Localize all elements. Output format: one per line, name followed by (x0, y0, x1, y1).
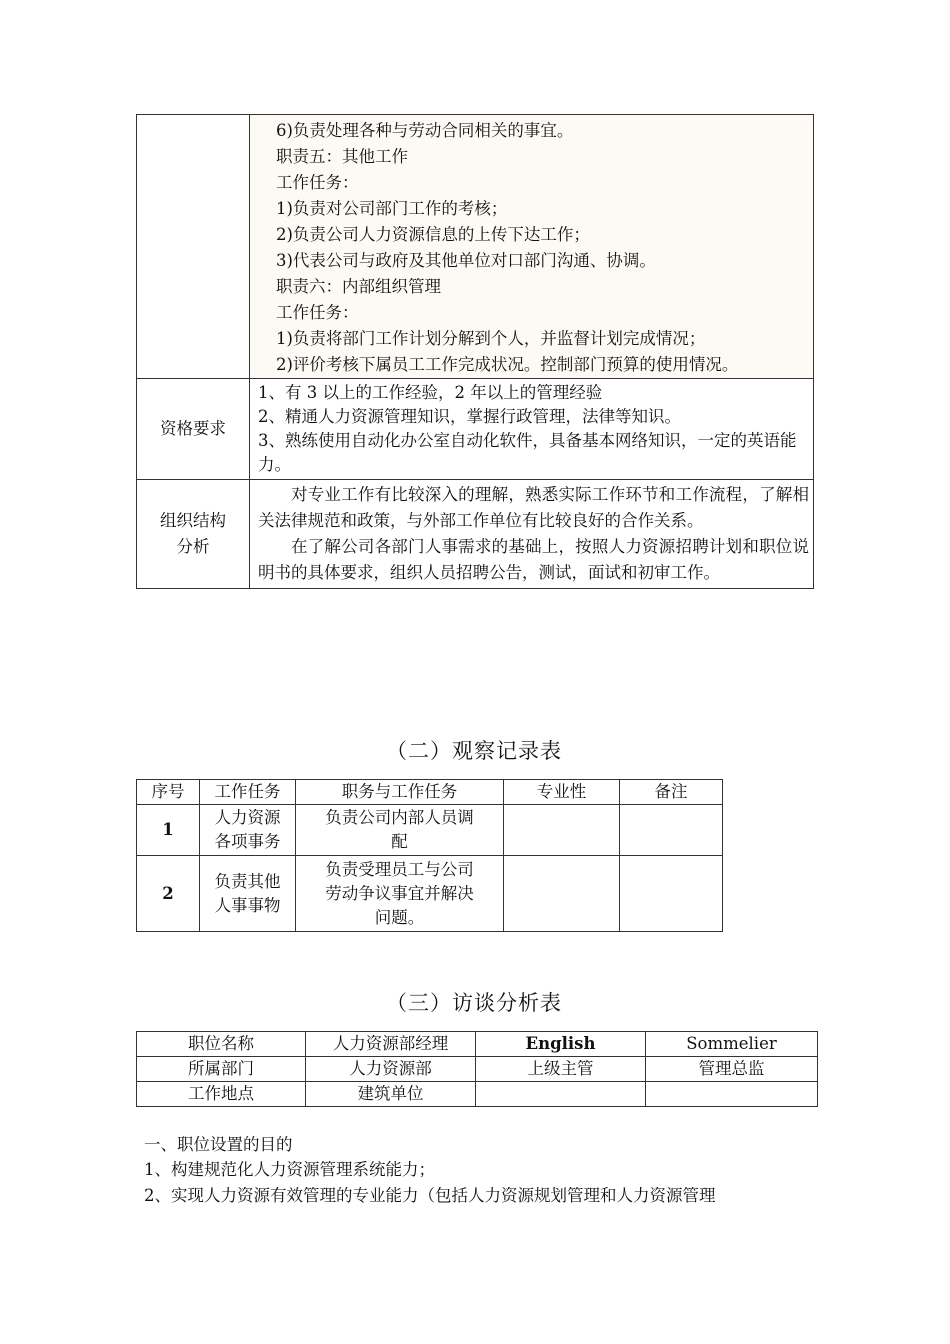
duty-line: 1)负责对公司部门工作的考核； (276, 199, 508, 218)
duty-line: 劳动争议事宜并解决 (325, 883, 474, 903)
field-label: 工作地点 (137, 1082, 306, 1107)
interview-table (136, 1031, 818, 1107)
duty-cell (296, 805, 504, 856)
duty-line: 工作任务： (276, 173, 359, 192)
duty-line: 1)负责将部门工作计划分解到个人，并监督计划完成情况； (276, 329, 706, 348)
duty-line: 工作任务： (276, 303, 359, 322)
row-number: 2 (137, 856, 200, 932)
header-cell: 职务与工作任务 (296, 780, 504, 805)
field-value: 管理总监 (646, 1057, 818, 1082)
qualification-item: 3、熟练使用自动化办公室自动化软件，具备基本网络知识，一定的英语能力。 (258, 431, 797, 474)
field-value: Sommelier (646, 1032, 818, 1057)
remark-cell (620, 856, 723, 932)
header-cell: 序号 (137, 780, 200, 805)
header-cell: 专业性 (504, 780, 620, 805)
qualification-item: 1、有 3 以上的工作经验，2 年以上的管理经验 (258, 383, 603, 402)
task-line: 各项事务 (214, 832, 281, 851)
job-description-table (136, 114, 814, 589)
section-heading-purpose: 一、职位设置的目的 (144, 1135, 293, 1154)
org-analysis-cell (250, 480, 814, 589)
purpose-item: 2、实现人力资源有效管理的专业能力（包括人力资源规划管理和人力资源管理 (144, 1186, 716, 1205)
task-line: 人事事物 (214, 895, 281, 915)
duty-line: 2)评价考核下属员工工作完成状况。控制部门预算的使用情况。 (276, 355, 739, 374)
purpose-item: 1、构建规范化人力资源管理系统能力； (144, 1160, 435, 1179)
org-label-line: 组织结构 (160, 511, 226, 530)
observation-row (137, 856, 723, 932)
duties-row (137, 115, 814, 379)
row-number: 1 (137, 805, 200, 856)
field-label: 上级主管 (476, 1057, 646, 1082)
duties-cell (250, 115, 814, 379)
remark-cell (620, 805, 723, 856)
duty-line: 负责受理员工与公司 (325, 859, 474, 879)
professional-cell (504, 856, 620, 932)
duty-line: 职责五：其他工作 (276, 147, 408, 166)
observation-row (137, 805, 723, 856)
professional-cell (504, 805, 620, 856)
duty-cell (296, 856, 504, 932)
duty-line: 3)代表公司与政府及其他单位对口部门沟通、协调。 (276, 251, 656, 270)
task-line: 负责其他 (214, 871, 281, 891)
qualification-item: 2、精通人力资源管理知识，掌握行政管理，法律等知识。 (258, 407, 681, 426)
interview-heading: （三）访谈分析表 (386, 991, 562, 1015)
observation-heading: （二）观察记录表 (386, 739, 562, 763)
org-analysis-row (137, 480, 814, 589)
field-label (476, 1082, 646, 1107)
duty-line: 负责公司内部人员调 (325, 808, 474, 827)
duty-line: 2)负责公司人力资源信息的上传下达工作； (276, 225, 590, 244)
org-paragraph: 对专业工作有比较深入的理解，熟悉实际工作环节和工作流程，了解相关法律规范和政策，与外部工作单位有比较良好的合作关系。 (258, 485, 809, 530)
task-cell (200, 805, 296, 856)
org-label-line: 分析 (176, 537, 210, 556)
duty-line: 配 (391, 832, 408, 851)
field-value (646, 1082, 818, 1107)
task-cell (200, 856, 296, 932)
header-cell: 备注 (620, 780, 723, 805)
org-paragraph: 在了解公司各部门人事需求的基础上，按照人力资源招聘计划和职位说明书的具体要求，组织人员招聘公告，测试，面试和初审工作。 (258, 537, 809, 582)
interview-row (137, 1057, 818, 1082)
observation-table (136, 779, 723, 932)
qualification-cell (250, 379, 814, 480)
header-cell: 工作任务 (200, 780, 296, 805)
interview-row (137, 1032, 818, 1057)
org-analysis-label (137, 480, 250, 589)
duty-line: 6)负责处理各种与劳动合同相关的事宜。 (276, 121, 574, 140)
field-value: 人力资源部经理 (306, 1032, 476, 1057)
field-value: 建筑单位 (306, 1082, 476, 1107)
qualification-row (137, 379, 814, 480)
duties-label-cell (137, 115, 250, 379)
field-label: 职位名称 (137, 1032, 306, 1057)
task-line: 人力资源 (214, 808, 281, 827)
field-label: 所属部门 (137, 1057, 306, 1082)
duty-line: 职责六：内部组织管理 (276, 277, 441, 296)
field-label: English (476, 1032, 646, 1057)
interview-row (137, 1082, 818, 1107)
qualification-label: 资格要求 (137, 379, 250, 480)
field-value: 人力资源部 (306, 1057, 476, 1082)
duty-line: 问题。 (374, 907, 425, 927)
observation-header-row (137, 780, 723, 805)
